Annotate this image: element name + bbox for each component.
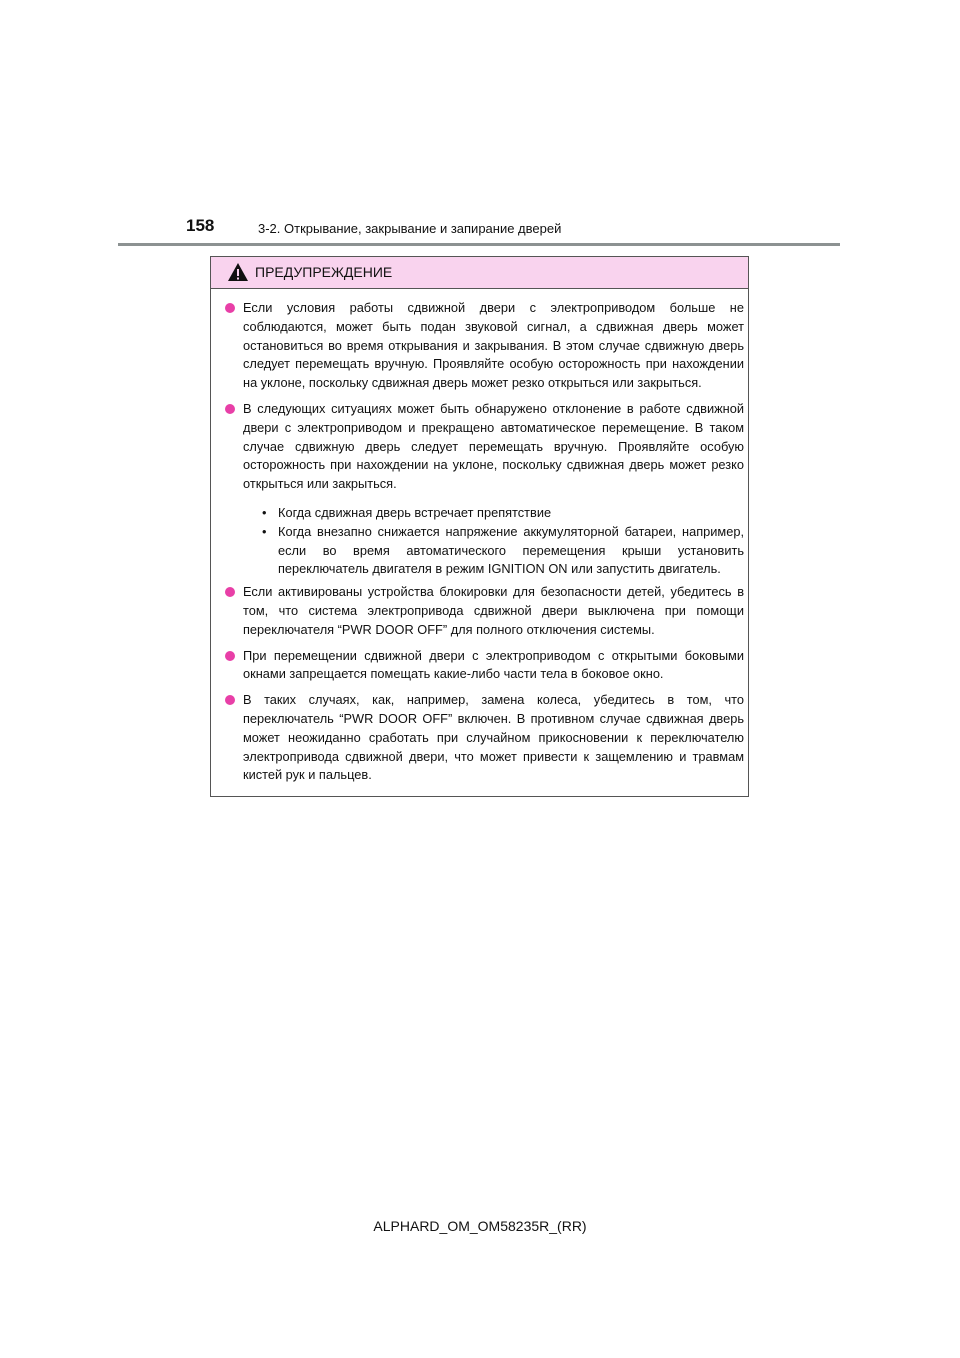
warning-item: [224, 691, 744, 785]
sub-bullet: •: [262, 523, 267, 539]
warning-item: [224, 583, 744, 639]
warning-triangle-icon: [227, 262, 249, 282]
warning-box: [210, 256, 749, 797]
bullet-dot-icon: [225, 651, 235, 661]
warning-item-text: Если активированы устройства блокировки для безопасности детей, убедитесь в том, что система электропривода сдвижной двери выключена при помощи переключателя “PWR DOOR OFF” для полного отключения системы.: [243, 584, 744, 637]
warning-item: [224, 647, 744, 685]
warning-subitem: [243, 523, 744, 579]
warning-subitem: [243, 504, 744, 523]
warning-subitem-text: Когда сдвижная дверь встречает препятствие: [278, 504, 552, 520]
bullet-dot-icon: [225, 303, 235, 313]
warning-item-text: В таких случаях, как, например, замена колеса, убедитесь в том, что переключатель “PWR DOOR OFF” включен. В противном случае сдвижная дверь может неожиданно сработать при случайном прикосновении к переключателю электропривода сдвижной двери, что может привести к защемлению и травмам кистей рук и пальцев.: [243, 692, 744, 783]
document-code: ALPHARD_OM_OM58235R_(RR): [373, 1218, 587, 1234]
warning-item-text: Если условия работы сдвижной двери с электроприводом больше не соблюдаются, может быть подан звуковой сигнал, а сдвижная дверь может остановиться во время открывания и закрывания. В этом случае сдвижную дверь следует перемещать вручную. Проявляйте особую осторожность при нахождении на уклоне, поскольку сдвижная дверь может резко открыться или закрыться.: [243, 300, 744, 391]
bullet-dot-icon: [225, 404, 235, 414]
section-title: 3-2. Открывание, закрывание и запирание дверей: [258, 221, 562, 236]
warning-item: [224, 400, 744, 579]
page-number: 158: [186, 216, 215, 235]
warning-item-text: В следующих ситуациях может быть обнаружено отклонение в работе сдвижной двери с электроприводом и прекращено автоматическое перемещение. В таком случае сдвижную дверь следует перемещать вручную. Проявляйте особую осторожность при нахождении на уклоне, поскольку сдвижная дверь может резко открыться или закрыться.: [243, 400, 744, 492]
warning-title: ПРЕДУПРЕЖДЕНИЕ: [255, 264, 393, 280]
warning-item-text: При перемещении сдвижной двери с электроприводом с открытыми боковыми окнами запрещается помещать какие-либо части тела в боковое окно.: [243, 647, 744, 682]
bullet-dot-icon: [225, 587, 235, 597]
warning-body: [224, 299, 744, 792]
bullet-dot-icon: [225, 695, 235, 705]
header-rule: [118, 243, 840, 246]
sub-bullet: •: [262, 504, 267, 520]
warning-header: [211, 257, 748, 289]
warning-item: [224, 299, 744, 393]
warning-subitem-text: Когда внезапно снижается напряжение аккумуляторной батареи, например, если во время автоматического перемещения крыши установить переключатель двигателя в режим IGNITION ON или запустить двигатель.: [278, 523, 744, 577]
